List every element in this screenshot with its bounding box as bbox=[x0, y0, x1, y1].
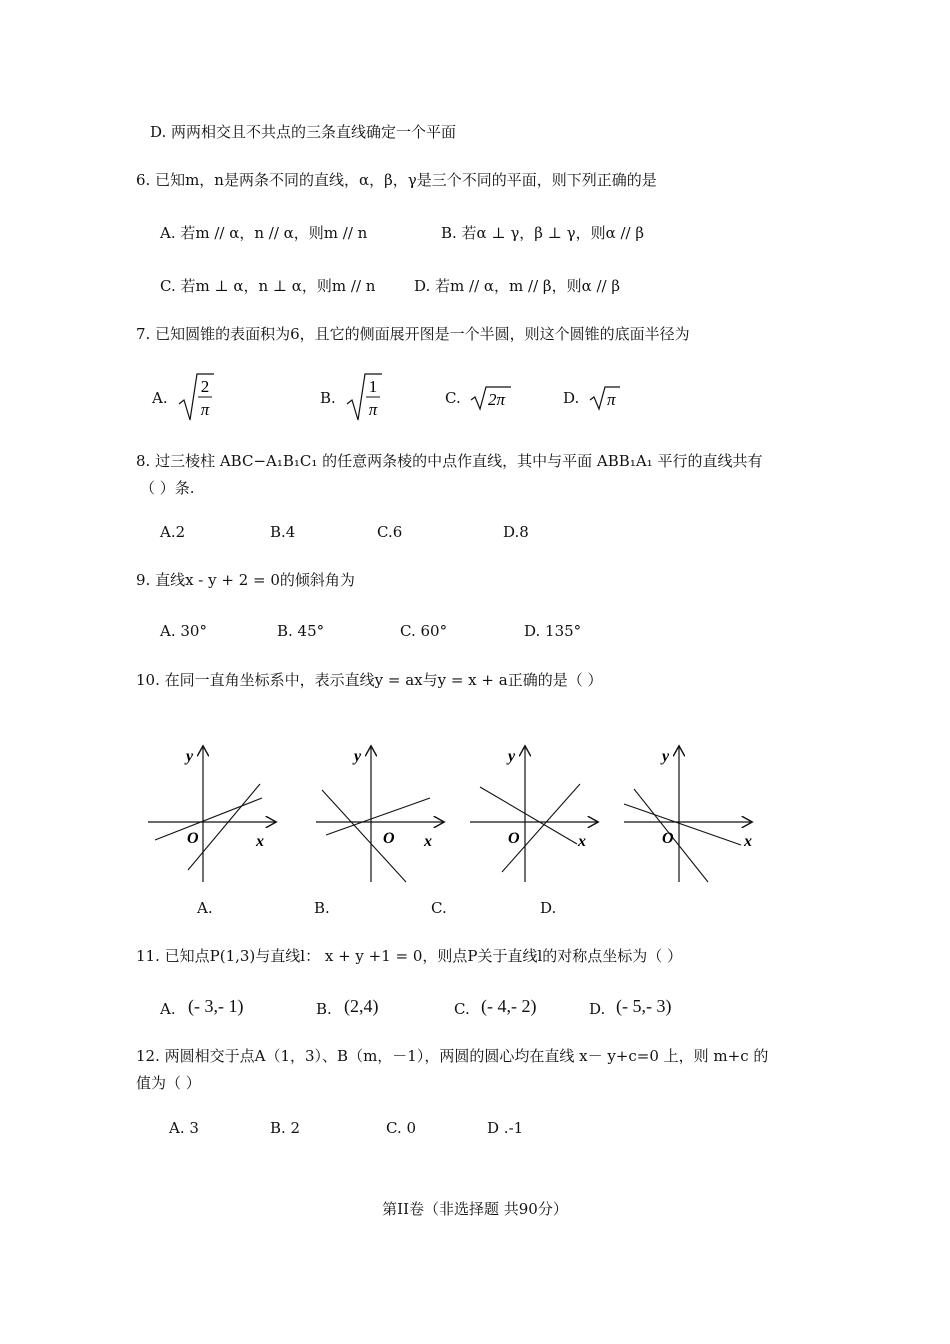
svg-text:y: y bbox=[662, 748, 670, 765]
q7-option-b-label: B. bbox=[320, 389, 336, 407]
q7-option-a-label: A. bbox=[152, 389, 168, 407]
q10-stem: 10. 在同一直角坐标系中，表示直线y = ax与y = x + a正确的是（ ） bbox=[136, 671, 603, 689]
q10-graph-d bbox=[616, 742, 761, 887]
q7-option-b-formula bbox=[344, 370, 384, 424]
q11-option-d-value: (- 5,- 3) bbox=[616, 996, 672, 1016]
svg-text:x: x bbox=[424, 833, 432, 850]
q12-option-a: A. 3 bbox=[169, 1119, 199, 1137]
q5-option-d: D. 两两相交且不共点的三条直线确定一个平面 bbox=[150, 123, 457, 141]
q9-option-c: C. 60° bbox=[400, 622, 448, 640]
q11-option-c-value: (- 4,- 2) bbox=[481, 996, 537, 1016]
q8-option-a: A.2 bbox=[160, 523, 186, 541]
q6-option-d: D. 若m // α，m // β，则α // β bbox=[414, 277, 621, 295]
q10-label-b: B. bbox=[314, 899, 330, 917]
q12-option-d: D .-1 bbox=[487, 1119, 524, 1137]
q10-label-c: C. bbox=[431, 899, 447, 917]
y-label: y bbox=[186, 748, 194, 765]
svg-text:O: O bbox=[662, 830, 674, 847]
q10-label-a: A. bbox=[197, 899, 213, 917]
svg-text:x: x bbox=[578, 833, 586, 850]
q8-stem-line2: （ ）条. bbox=[140, 479, 195, 497]
q8-option-d: D.8 bbox=[503, 523, 529, 541]
q7-option-d-formula bbox=[588, 384, 622, 412]
q11-stem: 11. 已知点P(1,3)与直线l： x + y +1 = 0，则点P关于直线l的对称点坐标为（ ） bbox=[136, 947, 683, 965]
q7-stem: 7. 已知圆锥的表面积为6，且它的侧面展开图是一个半圆，则这个圆锥的底面半径为 bbox=[136, 325, 690, 343]
q7-b-numerator: 1 bbox=[368, 377, 378, 396]
q10-label-d: D. bbox=[540, 899, 557, 917]
q10-graph-b bbox=[308, 742, 453, 887]
q8-option-b: B.4 bbox=[270, 523, 296, 541]
q12-stem-line1: 12. 两圆相交于点A（1，3）、B（m，－1），两圆的圆心均在直线 x－ y+c=0 上，则 m+c 的 bbox=[136, 1047, 769, 1065]
q11-option-c-label: C. bbox=[454, 1000, 470, 1018]
q7-c-radicand: 2π bbox=[488, 390, 506, 409]
q12-stem-line2: 值为（ ） bbox=[136, 1074, 201, 1092]
q9-option-b: B. 45° bbox=[277, 622, 325, 640]
section-title: 第II卷（非选择题 共90分） bbox=[382, 1200, 568, 1218]
q7-a-numerator: 2 bbox=[200, 377, 210, 396]
q6-stem: 6. 已知m，n是两条不同的直线，α，β，γ是三个不同的平面，则下列正确的是 bbox=[136, 171, 657, 189]
q7-b-denominator: π bbox=[368, 400, 378, 419]
q7-option-d-label: D. bbox=[563, 389, 580, 407]
q7-option-a-formula bbox=[176, 370, 216, 424]
svg-text:O: O bbox=[383, 830, 395, 847]
q9-option-a: A. 30° bbox=[160, 622, 207, 640]
q11-option-a-label: A. bbox=[160, 1000, 176, 1018]
q10-graph-a bbox=[140, 742, 285, 887]
q8-option-c: C.6 bbox=[377, 523, 403, 541]
svg-text:x: x bbox=[744, 833, 752, 850]
q11-option-b-label: B. bbox=[316, 1000, 332, 1018]
svg-text:O: O bbox=[508, 830, 520, 847]
q8-stem-line1: 8. 过三棱柱 ABC−A₁B₁C₁ 的任意两条棱的中点作直线，其中与平面 ABB₁A₁ 平行的直线共有 bbox=[136, 452, 763, 470]
q11-option-d-label: D. bbox=[589, 1000, 606, 1018]
q11-option-a-value: (- 3,- 1) bbox=[188, 996, 244, 1016]
origin-label: O bbox=[187, 830, 199, 847]
line-2 bbox=[188, 784, 260, 870]
q6-option-b: B. 若α ⊥ γ，β ⊥ γ，则α // β bbox=[441, 224, 645, 242]
x-label: x bbox=[256, 833, 264, 850]
q12-option-b: B. 2 bbox=[270, 1119, 301, 1137]
svg-text:y: y bbox=[508, 748, 516, 765]
q6-option-c: C. 若m ⊥ α，n ⊥ α，则m // n bbox=[160, 277, 376, 295]
svg-text:y: y bbox=[354, 748, 362, 765]
q12-option-c: C. 0 bbox=[386, 1119, 417, 1137]
line-1 bbox=[155, 798, 262, 840]
q7-d-radicand: π bbox=[607, 390, 616, 409]
q9-stem: 9. 直线x - y + 2 = 0的倾斜角为 bbox=[136, 571, 355, 589]
q9-option-d: D. 135° bbox=[524, 622, 582, 640]
q11-option-b-value: (2,4) bbox=[344, 996, 379, 1016]
q10-graph-c bbox=[462, 742, 607, 887]
q7-option-c-formula bbox=[469, 384, 513, 412]
q6-option-a: A. 若m // α，n // α，则m // n bbox=[160, 224, 368, 242]
q7-a-denominator: π bbox=[200, 400, 210, 419]
q7-option-c-label: C. bbox=[445, 389, 461, 407]
